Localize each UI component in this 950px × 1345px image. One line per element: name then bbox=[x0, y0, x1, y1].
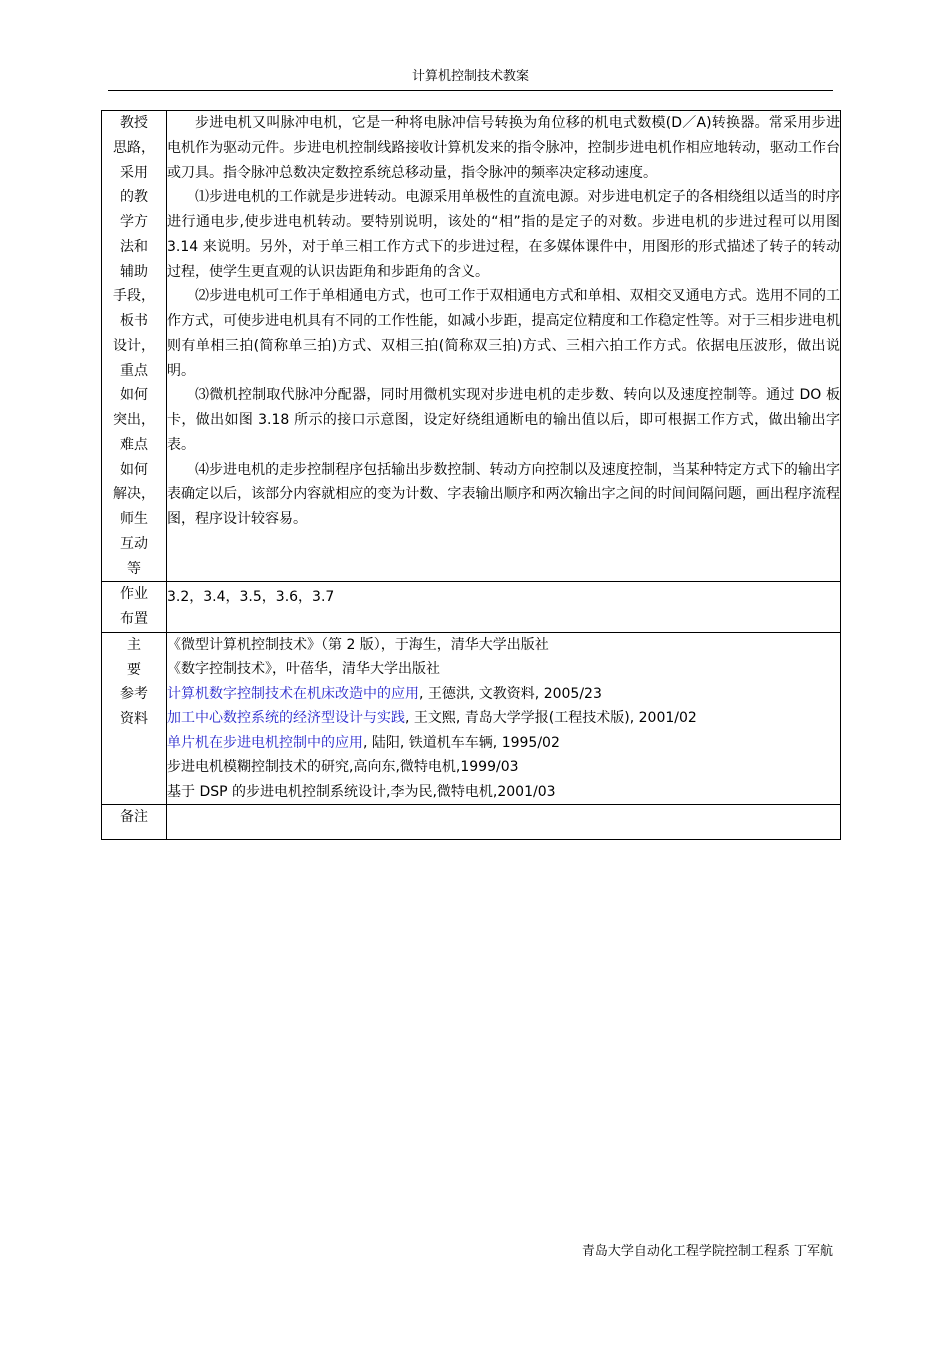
approach-label-line: 的教 bbox=[120, 189, 148, 206]
homework-content bbox=[167, 582, 841, 633]
references-label-line: 资料 bbox=[120, 711, 148, 727]
approach-label-line: 解决， bbox=[113, 486, 155, 503]
reference-item bbox=[167, 731, 840, 756]
reference-details: , 陆阳, 铁道机车车辆, 1995/02 bbox=[363, 734, 560, 751]
approach-label-line: 如何 bbox=[120, 387, 148, 404]
approach-label-line: 突出， bbox=[113, 412, 155, 428]
reference-item bbox=[167, 706, 840, 731]
approach-label-line: 辅助 bbox=[120, 263, 148, 280]
notes-label-text: 备注 bbox=[120, 809, 148, 826]
references-label bbox=[102, 632, 167, 805]
references-label-line: 主 bbox=[127, 636, 141, 653]
reference-title: 基于 DSP 的步进电机控制系统设计,李为民,微特电机,2001/03 bbox=[167, 783, 556, 800]
references-label-line: 参考 bbox=[120, 686, 148, 703]
reference-link[interactable]: 单片机在步进电机控制中的应用 bbox=[167, 734, 363, 751]
lesson-plan-table bbox=[101, 110, 841, 840]
approach-label-line: 学方 bbox=[120, 214, 148, 230]
approach-paragraph: ⑵步进电机可工作于单相通电方式，也可工作于双相通电方式和单相、双相交叉通电方式。选用不同的工作方式，可使步进电机具有不同的工作性能，如减小步距，提高定位精度和工作稳定性等。对于三相步进电机则有单相三拍(简称单三拍)方式、双相三拍(简称双三拍)方式、三相六拍工作方式。依据电压波形，做出说明。 bbox=[167, 288, 840, 379]
homework-label-line: 作业 bbox=[120, 586, 148, 603]
reference-link[interactable]: 计算机数字控制技术在机床改造中的应用 bbox=[167, 685, 419, 702]
reference-details: , 王德洪, 文教资料, 2005/23 bbox=[419, 685, 602, 702]
reference-title: 《微型计算机控制技术》（第 2 版），于海生，清华大学出版社 bbox=[167, 636, 549, 653]
approach-label-line: 师生 bbox=[120, 511, 148, 527]
approach-label-line: 采用 bbox=[120, 164, 148, 181]
approach-label-line: 难点 bbox=[120, 436, 148, 453]
approach-label-line: 如何 bbox=[120, 461, 148, 478]
approach-label-line: 法和 bbox=[120, 238, 148, 255]
homework-label bbox=[102, 582, 167, 633]
reference-item bbox=[167, 657, 840, 682]
page-footer-text: 青岛大学自动化工程学院控制工程系 丁军航 bbox=[581, 1244, 833, 1259]
reference-item bbox=[167, 633, 840, 658]
references-label-line: 要 bbox=[127, 661, 141, 678]
reference-link[interactable]: 加工中心数控系统的经济型设计与实践 bbox=[167, 710, 405, 727]
notes-label bbox=[102, 805, 167, 840]
approach-paragraph: ⑶微机控制取代脉冲分配器，同时用微机实现对步进电机的走步数、转向以及速度控制等。通过 DO 板卡，做出如图 3.18 所示的接口示意图，设定好绕组通断电的输出值以后，即可根据工作方式，做出输出字表。 bbox=[167, 387, 840, 453]
notes-row bbox=[102, 805, 841, 840]
approach-label-line: 互动 bbox=[120, 535, 148, 552]
homework-text: 3.2，3.4，3.5，3.6，3.7 bbox=[167, 589, 335, 606]
approach-row bbox=[102, 111, 841, 582]
reference-title: 《数字控制技术》，叶蓓华，清华大学出版社 bbox=[167, 661, 440, 678]
references-content bbox=[167, 632, 841, 805]
approach-label-line: 板书 bbox=[120, 313, 148, 329]
homework-row bbox=[102, 582, 841, 633]
homework-label-line: 布置 bbox=[120, 611, 148, 627]
approach-paragraph: ⑷步进电机的走步控制程序包括输出步数控制、转动方向控制以及速度控制，当某种特定方式下的输出字表确定以后，该部分内容就相应的变为计数、字表输出顺序和两次输出字之间的时间间隔问题，画出程序流程图，程序设计较容易。 bbox=[167, 461, 840, 527]
approach-label-line: 教授 bbox=[120, 115, 148, 131]
reference-item bbox=[167, 780, 840, 805]
approach-label bbox=[102, 111, 167, 582]
reference-title: 步进电机模糊控制技术的研究,高向东,微特电机,1999/03 bbox=[167, 759, 519, 776]
reference-item bbox=[167, 682, 840, 707]
approach-label-line: 手段， bbox=[113, 288, 155, 305]
approach-content bbox=[167, 111, 841, 582]
page-header-title: 计算机控制技术教案 bbox=[411, 69, 529, 84]
reference-item bbox=[167, 755, 840, 780]
reference-details: , 王文熙, 青岛大学学报(工程技术版), 2001/02 bbox=[405, 710, 697, 727]
notes-content[interactable] bbox=[167, 805, 841, 840]
approach-label-line: 思路， bbox=[113, 139, 155, 156]
approach-paragraph: 步进电机又叫脉冲电机，它是一种将电脉冲信号转换为角位移的机电式数模(D／A)转换器。常采用步进电机作为驱动元件。步进电机控制线路接收计算机发来的指令脉冲，控制步进电机作相应地转动，驱动工作台或刀具。指令脉冲总数决定数控系统总移动量，指令脉冲的频率决定移动速度。 bbox=[167, 115, 840, 181]
approach-label-line: 等 bbox=[127, 560, 141, 577]
references-row bbox=[102, 632, 841, 805]
approach-paragraph: ⑴步进电机的工作就是步进转动。电源采用单极性的直流电源。对步进电机定子的各相绕组以适当的时序进行通电步,使步进电机转动。要特别说明，该处的“相”指的是定子的对数。步进电机的步进过程可以用图 3.14 来说明。另外，对于单三相工作方式下的步进过程，在多媒体课件中，用图形的形式描述了转子的转动过程，使学生更直观的认识齿距角和步距角的含义。 bbox=[167, 189, 840, 280]
header-rule bbox=[108, 90, 833, 91]
approach-label-line: 设计， bbox=[113, 337, 155, 354]
approach-label-line: 重点 bbox=[120, 362, 148, 379]
